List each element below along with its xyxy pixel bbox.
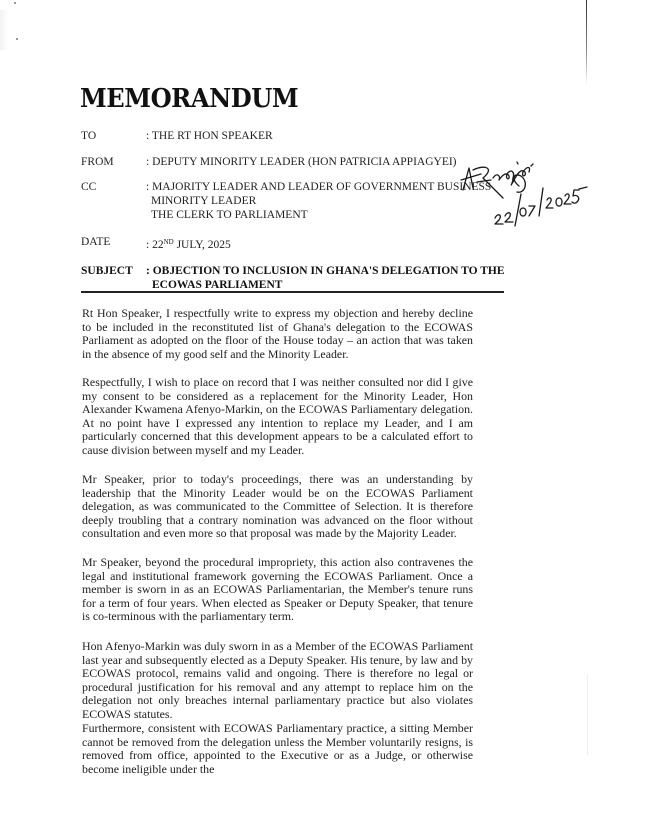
- memo-title: MEMORANDUM: [80, 84, 299, 114]
- cc-recipients: [146, 180, 491, 222]
- date-ordinal: ND: [163, 238, 174, 246]
- scan-edge-line: [586, 0, 587, 85]
- date-month-year: JULY, 2025: [173, 239, 231, 251]
- from-value: : DEPUTY MINORITY LEADER (HON PATRICIA APPIAGYEI): [146, 156, 457, 168]
- subject-divider: [81, 291, 504, 293]
- date-day: : 22: [146, 239, 164, 251]
- body-paragraph: Respectfully, I wish to place on record that I was neither consulted nor did I give my consent to be considered as a replacement for the Minority Leader, Hon Alexander Kwamena Afenyo-Markin, on the ECOWAS Parliamentary delegation. At no point have I expressed any intention to replace my Leader, and I am particularly concerned that this development appears to be a calculated effort to cause division between myself and my Leader.: [82, 375, 473, 457]
- cc-recipient: MINORITY LEADER: [151, 195, 257, 207]
- subject-line: ECOWAS PARLIAMENT: [152, 279, 283, 291]
- cc-recipient: : MAJORITY LEADER AND LEADER OF GOVERNMENT BUSINESS: [146, 181, 492, 193]
- body-paragraph: Rt Hon Speaker, I respectfully write to express my objection and hereby decline to be included in the reconstituted list of Ghana's delegation to the ECOWAS Parliament as adopted on the floor of the House today – an action that was taken in the absence of my good self and the Minority Leader.: [82, 306, 473, 361]
- to-value: : THE RT HON SPEAKER: [146, 130, 273, 142]
- scan-speck: [16, 38, 18, 40]
- subject-line: : OBJECTION TO INCLUSION IN GHANA'S DELEGATION TO THE: [146, 265, 505, 277]
- date-value: [146, 235, 231, 252]
- handwritten-signature-icon: [455, 158, 635, 238]
- to-label: TO: [81, 130, 97, 142]
- cc-label: CC: [81, 181, 97, 193]
- body-paragraph: Mr Speaker, beyond the procedural impropriety, this action also contravenes the legal and institutional framework governing the ECOWAS Parliament. Once a member is sworn in as an ECOWAS Parliamentarian, the Member's tenure runs for a term of four years. When elected as Speaker or Deputy Speaker, that tenure is co-terminous with the parliamentary term.: [82, 555, 473, 624]
- cc-recipient: THE CLERK TO PARLIAMENT: [151, 209, 308, 221]
- scan-smudge: [0, 10, 8, 50]
- scan-edge-line: [587, 675, 588, 755]
- subject-label: SUBJECT: [81, 265, 133, 277]
- received-signature-stamp: [455, 158, 635, 238]
- date-label: DATE: [81, 236, 111, 248]
- body-paragraph: Furthermore, consistent with ECOWAS Parliamentary practice, a sitting Member cannot be removed from the delegation unless the Member voluntarily resigns, is removed from office, appointed to the Executive or as a Judge, or otherwise become ineligible under the: [82, 721, 473, 776]
- body-paragraph: Hon Afenyo-Markin was duly sworn in as a Member of the ECOWAS Parliament last year and subsequently elected as a Deputy Speaker. His tenure, by law and by ECOWAS protocol, remains valid and ongoing. There is therefore no legal or procedural justification for his removal and any attempt to replace him on the delegation not only breaches internal parliamentary practice but also violates ECOWAS statutes.: [82, 639, 473, 721]
- from-label: FROM: [81, 156, 114, 168]
- subject-value: [146, 264, 505, 292]
- scan-speck: [14, 2, 16, 4]
- body-paragraph: Mr Speaker, prior to today's proceedings, there was an understanding by leadership that the Minority Leader would be on the ECOWAS Parliament delegation, as was communicated to the Committee of Selection. It is therefore deeply troubling that a contrary nomination was advanced on the floor without consultation and even more so that proposal was made by the Majority Leader.: [82, 472, 473, 541]
